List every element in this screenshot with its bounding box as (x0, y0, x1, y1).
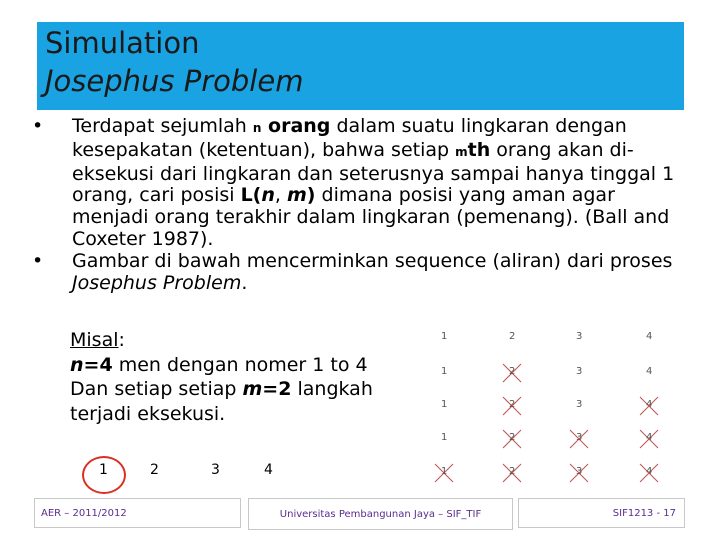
bullet-1-th: th (467, 138, 491, 161)
grid-cell-r2-c3: 3 (576, 366, 583, 377)
bullet-1-text-b: dalam suatu lingkaran dengan kesepakatan (ketentuan), bahwa setiap (72, 115, 627, 161)
grid-cell-r4-c3: 3 (576, 432, 583, 443)
grid-cell-r1-c4: 4 (646, 331, 653, 342)
example-line-3a: Dan setiap setiap (70, 378, 243, 401)
example-line-1 (70, 328, 410, 353)
example-line-3b: langkah (291, 378, 373, 401)
grid-cell-r5-c1: 1 (441, 466, 448, 477)
slide-subtitle: Josephus Problem (45, 64, 304, 98)
bullet-1-Lc: , (274, 184, 287, 207)
grid-cell-r1-c1: 1 (441, 331, 448, 342)
example-line-3 (70, 377, 410, 402)
example-eq4: =4 (83, 353, 113, 376)
grid-cell-r3-c3: 3 (576, 399, 583, 410)
circle-number-4: 4 (264, 462, 273, 478)
footer-center-text: Universitas Pembangunan Jaya – SIF_TIF (279, 508, 482, 520)
bullet-1-orang: orang (261, 115, 331, 137)
circle-number-3: 3 (211, 462, 220, 478)
title-bar (37, 22, 684, 110)
bullet-1-text-d: dimana posisi yang aman agar menjadi orang terakhir dalam lingkaran (pemenang). (Ball and Coxeter 1987). (72, 184, 670, 250)
example-eq2: =2 (262, 378, 292, 401)
grid-cell-r5-c3: 3 (576, 466, 583, 477)
grid-cell-r4-c2: 2 (509, 432, 516, 443)
footer-left-text: AER – 2011/2012 (41, 507, 127, 519)
bullet-1-m: m (455, 144, 468, 159)
example-line-2-text: men dengan nomer 1 to 4 (112, 353, 368, 376)
bullet-1-text-c: orang akan di-eksekusi dari lingkaran dan seterusnya sampai hanya tinggal 1 orang, cari posisi (72, 138, 675, 207)
example-n: n (70, 353, 84, 376)
grid-cell-r5-c2: 2 (509, 466, 516, 477)
bullet-1-L: L( (240, 184, 262, 207)
misal-label: Misal (70, 329, 119, 351)
grid-cell-r3-c4: 4 (646, 399, 653, 410)
grid-cell-r4-c1: 1 (441, 432, 448, 443)
grid-cell-r1-c2: 2 (509, 331, 516, 342)
grid-cell-r2-c2: 2 (509, 366, 516, 377)
bullet-2-text-a: Gambar di bawah mencerminkan sequence (aliran) dari proses (72, 249, 673, 272)
footer-center (248, 498, 513, 530)
circle-number-1: 1 (99, 462, 108, 478)
circle-number-2: 2 (150, 462, 159, 478)
josephus-sequence-grid (424, 322, 688, 492)
example-line-2 (70, 353, 410, 378)
grid-cell-r1-c3: 3 (576, 331, 583, 342)
bullet-2 (22, 251, 694, 295)
footer-right-text: SIF1213 - 17 (612, 507, 676, 519)
misal-colon: : (118, 329, 125, 351)
bullet-dot-icon: • (32, 249, 44, 272)
grid-cell-r3-c1: 1 (441, 399, 448, 410)
footer-right (518, 498, 685, 528)
slide-title: Simulation (45, 26, 200, 60)
bullet-list (22, 116, 694, 294)
bullet-2-text-b: . (241, 271, 248, 294)
example-m: m (242, 378, 263, 401)
bullet-1-Lp: ) (306, 184, 316, 207)
grid-cell-r5-c4: 4 (646, 466, 653, 477)
footer-left (34, 498, 241, 528)
grid-cell-r2-c4: 4 (646, 366, 653, 377)
bullet-1-Lm: m (286, 184, 307, 207)
bullet-2-italic: Josephus Problem (72, 271, 242, 294)
bullet-1-Ln: n (261, 184, 275, 207)
bullet-1-n: n (252, 121, 262, 135)
bullet-1-text-a: Terdapat sejumlah (72, 115, 253, 137)
bullet-dot-icon: • (32, 115, 44, 137)
grid-cell-r3-c2: 2 (509, 399, 516, 410)
example-block (70, 328, 410, 426)
grid-cell-r2-c1: 1 (441, 366, 448, 377)
grid-cell-r4-c4: 4 (646, 432, 653, 443)
bullet-1 (22, 116, 694, 251)
example-line-4: terjadi eksekusi. (70, 402, 226, 425)
